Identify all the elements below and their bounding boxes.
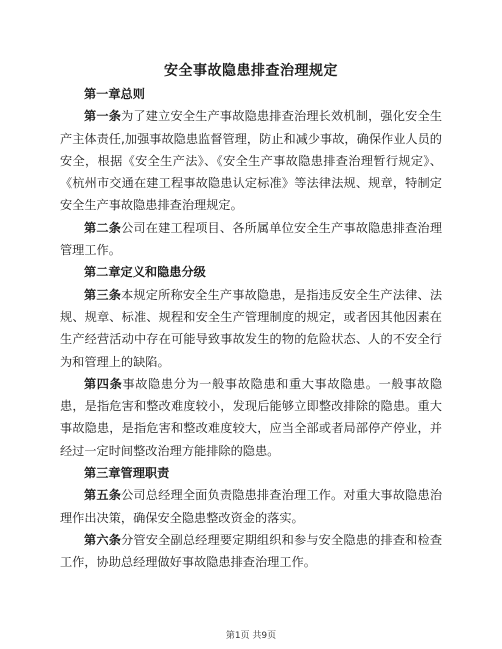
article-6 <box>60 529 442 574</box>
article-1 <box>60 105 442 216</box>
article-6-text: 分管安全副总经理要定期组织和参与安全隐患的排查和检查工作，协助总经理做好事故隐患排查治理工作。 <box>60 532 443 570</box>
article-5-text: 公司总经理全面负责隐患排查治理工作。对重大事故隐患治理作出决策，确保安全隐患整改资金的落实。 <box>60 488 443 525</box>
article-3-text: 本规定所称安全生产事故隐患，是指违反安全生产法律、法规、规章、标准、规程和安全生产管理制度的规定，或者因其他因素在生产经营活动中存在可能导致事故发生的物的危险状态、人的不安全行为和管理上的缺陷。 <box>60 287 443 369</box>
article-2-label: 第二条 <box>84 220 122 235</box>
document-title: 安全事故隐患排查治理规定 <box>164 63 338 79</box>
article-4 <box>60 373 442 462</box>
article-3 <box>60 284 442 373</box>
article-5-label: 第五条 <box>84 488 122 503</box>
article-4-text: 事故隐患分为一般事故隐患和重大事故隐患。一般事故隐患，是指危害和整改难度较小，发现后能够立即整改排除的隐患。重大事故隐患，是指危害和整改难度较大，应当全部或者局部停产停业，并经过一定时间整改治理方能排除的隐患。 <box>60 376 443 458</box>
document-body <box>60 83 442 574</box>
page-number: 第1页 共9页 <box>225 631 277 641</box>
article-5 <box>60 484 442 529</box>
article-2 <box>60 217 442 262</box>
chapter-heading-3: 第三章管理职责 <box>84 466 170 481</box>
article-1-text: 为了建立安全生产事故隐患排查治理长效机制，强化安全生产主体责任,加强事故隐患监督管理，防止和减少事故，确保作业人员的安全，根据《安全生产法》、《安全生产事故隐患排查治理暂行规定》、《杭州市交通在建工程事故隐患认定标准》等法律法规、规章，特制定安全生产事故隐患排查治理规定。 <box>60 109 443 213</box>
chapter-heading-2: 第二章定义和隐患分级 <box>84 265 206 280</box>
article-6-label: 第六条 <box>84 532 122 547</box>
chapter-heading-1: 第一章总则 <box>84 87 145 101</box>
article-1-label: 第一条 <box>84 109 122 124</box>
article-3-label: 第三条 <box>84 287 122 302</box>
article-4-label: 第四条 <box>84 376 123 391</box>
article-2-text: 公司在建工程项目、各所属单位安全生产事故隐患排查治理管理工作。 <box>60 220 443 258</box>
